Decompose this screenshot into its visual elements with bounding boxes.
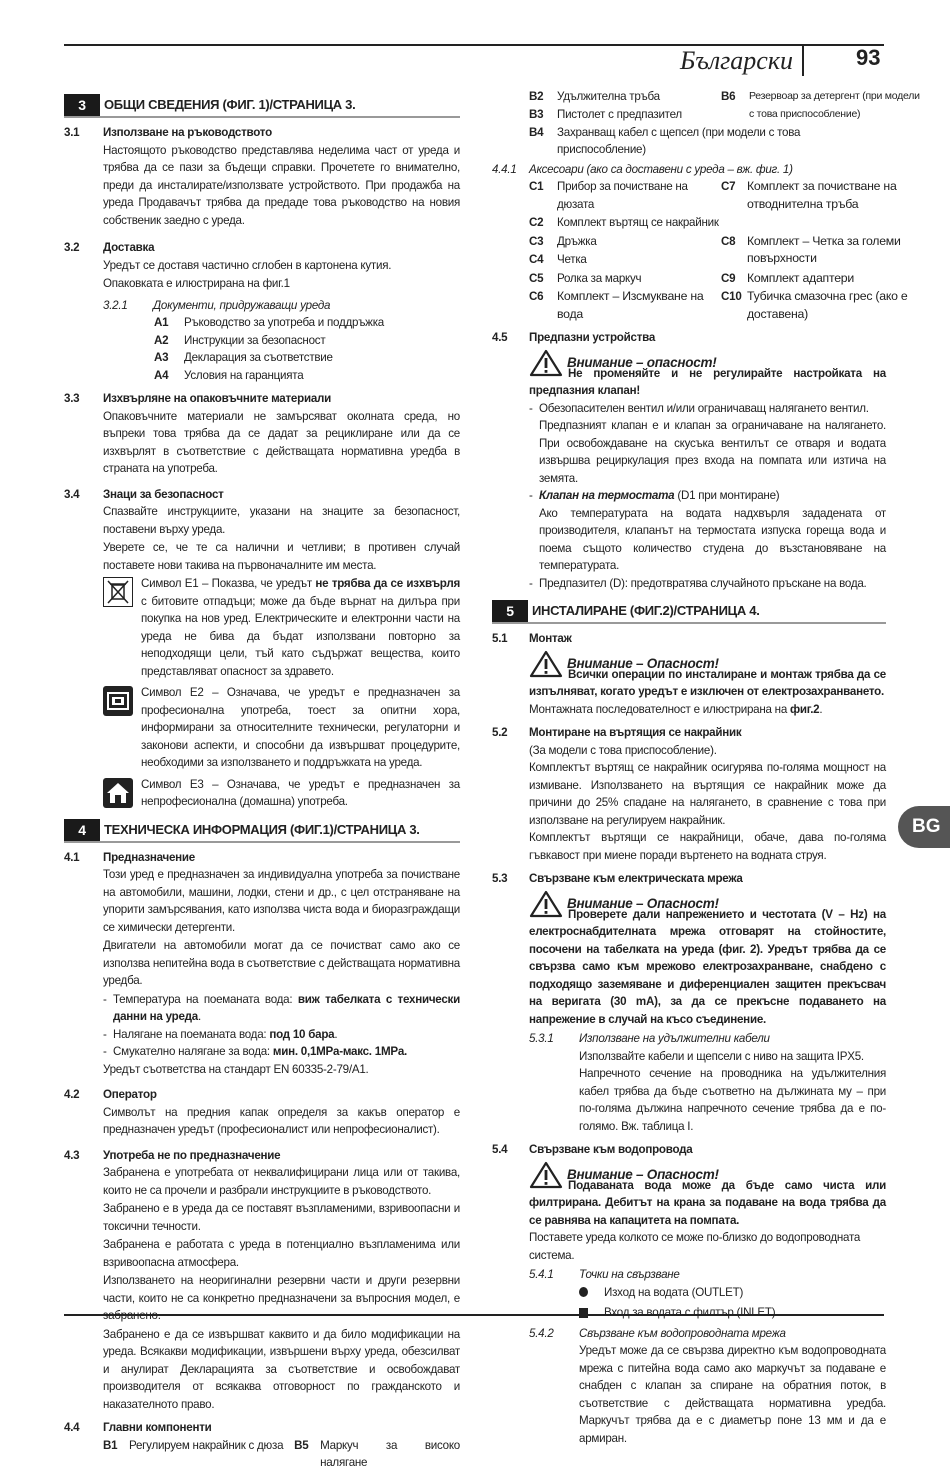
subsection-5-1 — [492, 630, 886, 648]
subsubsection-number: 3.2.1 — [103, 298, 128, 312]
list-item — [579, 1304, 886, 1322]
symbol-text: Символ Е3 – Означава, че уредът е предназначен за непрофесионална (домашна) употреба. — [141, 777, 460, 808]
item-code: C1 — [529, 180, 544, 193]
item-text-bold: Клапан на термостата — [539, 489, 675, 502]
subsection-title: Употреба не по предназначение — [103, 1148, 281, 1162]
item-code: C2 — [529, 216, 544, 229]
item-code: A1 — [154, 316, 169, 329]
item-code: C10 — [721, 290, 742, 303]
paragraph: (За модели с това приспособление). — [529, 743, 717, 757]
list-item — [721, 270, 923, 288]
paragraph: Уредът съответства на стандарт EN 60335-2-79/A1. — [103, 1062, 369, 1076]
subsection-title: Монтиране на въртящия се накрайник — [529, 726, 742, 739]
subsection-4-4 — [64, 1419, 460, 1437]
list-item — [529, 106, 721, 124]
item-text: Тубичка смазочна грес (ако е доставена) — [747, 289, 908, 321]
paragraph: Забранена е работата с уреда в потенциално възпламенима или взривоопасна атмосфера. — [103, 1238, 460, 1269]
subsection-body — [64, 1104, 460, 1139]
symbol-e2 — [103, 684, 460, 772]
list-item: - Смукателно налягане за вода: мин. 0,1MPa-макс. 1MPa. — [103, 1045, 408, 1058]
paragraph: Двигатели на автомобили могат да се почистват само ако се използва непитейна вода в съответствие с действащата нормативна уредба. — [103, 939, 460, 987]
symbol-text: Символ Е2 – Означава, че уредът е предназначен за професионална употреба, тоест за опитни хора, информирани за относителните технически, регулаторни и законови аспекти, и способни да извършват процедурите, необходими за използването и поддръжката на уреда. — [141, 686, 460, 769]
subsection-title: Свързване към електрическата мрежа — [529, 872, 743, 885]
list-item — [154, 332, 460, 350]
components-grid — [529, 88, 920, 124]
item-text: Четка — [557, 253, 587, 266]
components-continued — [492, 88, 920, 159]
paragraph: Уредът може да се свързва директно към водопроводната мрежа с питейна вода само ако маркучът за подаване е снабден с клапан за спиране на обратния поток, в съответствие с действащата нормативна уредба. Маркучът трябва да е с диаметър поне 13 мм и да е армиран. — [579, 1344, 886, 1445]
item-code: B5 — [294, 1438, 309, 1452]
subsection-body — [492, 890, 886, 1029]
paragraph: Напречното сечение на проводника на удължителния кабел трябва да бъде съответно на дължината му – при по-голяма дължина напречното сечение трябва да е по-голямо. Вж. таблица I. — [579, 1067, 886, 1133]
item-code: C5 — [529, 271, 544, 285]
item-text: Комплект въртящ се накрайник — [557, 216, 719, 229]
item-text-bold: мин. 0,1MPa-макс. 1MPa. — [272, 1045, 408, 1058]
subsection-title: Предназначение — [103, 850, 195, 864]
page-number: 93 — [856, 45, 881, 70]
subsection-body — [492, 349, 886, 400]
item-code: B3 — [529, 108, 544, 121]
item-text: Изход на водата (OUTLET) — [604, 1285, 744, 1299]
section-title: ТЕХНИЧЕСКА ИНФОРМАЦИЯ (ФИГ.1)/СТРАНИЦА 3. — [104, 821, 420, 837]
subsection-4-5 — [492, 329, 886, 347]
subsection-number: 4.1 — [64, 850, 80, 864]
subsubsection-number: 5.4.2 — [529, 1326, 554, 1340]
list-item — [529, 124, 886, 159]
subsection-number: 5.4 — [492, 1143, 508, 1156]
subsubsection-5-4-1 — [492, 1266, 886, 1284]
subsection-number: 4.3 — [64, 1148, 80, 1162]
paragraph: Комплектът въртящ се накрайник осигурява по-голяма мощност на измиване. Използването на въртящия се накрайник може да причини до 25% спадане на налягането, в сравнение с това при използване на регулируем накрайник. — [529, 761, 886, 827]
language-tab: BG — [898, 806, 950, 848]
warning-title: Внимание – Опасност! — [567, 895, 719, 911]
crossed-bin-icon — [103, 577, 133, 607]
item-text: Инструкции за безопасност — [184, 333, 326, 347]
item-text: Пистолет с предпазител — [557, 108, 682, 121]
paragraph: Комплектът въртящи се накрайници, обаче, дава по-голяма гъвкавост при миене поради въртенето на водната струя. — [529, 831, 886, 862]
circle-bullet-icon — [579, 1287, 588, 1297]
subsection-body — [64, 503, 460, 811]
subsubsection-number: 5.4.1 — [529, 1268, 554, 1281]
subsection-body — [492, 1161, 886, 1265]
list-item: - Обезопасителен вентил и/или ограничаващ налягането вентил. — [529, 400, 886, 418]
section-4-header — [64, 819, 460, 843]
subsection-number: 5.2 — [492, 726, 508, 739]
paragraph: Използвайте кабели и щепсели с ниво на защита IPX5. — [579, 1049, 864, 1063]
symbol-text: Символ Е1 – Показва, че уредът — [141, 577, 316, 590]
subsection-body — [64, 1164, 460, 1413]
subsection-body — [492, 742, 886, 865]
subsection-number: 4.5 — [492, 331, 508, 344]
left-column — [64, 90, 460, 1472]
item-text: Вход за водата с филтър (INLET) — [604, 1306, 776, 1319]
item-text: Смукателно налягане за вода: — [113, 1045, 273, 1058]
item-text: Декларация за съответствие — [184, 351, 333, 364]
paragraph: Уверете се, че те са налични и четливи; в противен случай поставете нови такива на първоначалните им места. — [103, 541, 460, 572]
subsubsection-number: 5.3.1 — [529, 1032, 554, 1045]
subsection-number: 3.3 — [64, 392, 80, 405]
subsection-body — [64, 257, 460, 293]
subsection-number: 3.1 — [64, 126, 80, 139]
item-text: Обезопасителен вентил и/или ограничаващ налягането вентил. — [539, 401, 869, 415]
list-item — [103, 1437, 294, 1472]
list-item — [529, 233, 721, 251]
paragraph: Опаковъчните материали не замърсяват околната среда, но въпреки това трябва да се дадат за рециклиране или да се изхвърлят в съответствие с действащата нормативна уредба в страната на употреба. — [103, 409, 460, 475]
item-code: B2 — [529, 90, 544, 103]
home-use-icon — [103, 778, 133, 808]
item-code: A4 — [154, 368, 169, 382]
item-code: C9 — [721, 271, 736, 285]
paragraph: Монтажната последователност е илюстрирана на — [529, 702, 790, 716]
subsection-4-1 — [64, 849, 460, 867]
warning-text: Проверете дали напрежението и честотата (V – Hz) на електроснабдителната мрежа отговарят на стойностите, посочени на табелката на уреда (фиг. 2). Уредът трябва да се свързва само към мрежово електрозахранване, снабдено с подходящо заземяване и диференциален защитен прекъсвач на веригата (30 mA), за да се прекъсне подаването на напрежение в случай на късо съединение. — [529, 907, 886, 1026]
subsection-title: Знаци за безопасност — [103, 487, 224, 501]
subsection-number: 4.4 — [64, 1421, 80, 1434]
list-item: - Температура на поеманата вода: виж табелката с технически данни на уреда. — [103, 992, 460, 1023]
warning-text: Всички операции по инсталиране и монтаж трябва да се изпълняват, когато уредът е изключен от електрозахранването. — [529, 667, 886, 698]
subsubsection-body — [492, 1048, 886, 1136]
warning-title: Внимание – опасност! — [567, 354, 717, 370]
subsection-title: Главни компоненти — [103, 1421, 212, 1434]
section-title: ИНСТАЛИРАНЕ (ФИГ.2)/СТРАНИЦА 4. — [532, 603, 760, 619]
item-code: C8 — [721, 234, 736, 248]
subsection-title: Използване на ръководството — [103, 126, 272, 139]
subsection-title: Монтаж — [529, 632, 572, 645]
subsection-number: 4.2 — [64, 1088, 80, 1101]
item-text-bold: под 10 бара — [269, 1027, 335, 1041]
components-list — [64, 1437, 460, 1472]
right-column — [492, 88, 920, 1447]
connection-points-list — [492, 1284, 886, 1322]
warning-text: Не променяйте и не регулирайте настройката на предпазния клапан! — [529, 366, 886, 397]
paragraph: Забранено е в уреда да се поставят възпламеними, взривоопасни и токсични течности. — [103, 1202, 460, 1233]
subsubsection-title: Свързване към водопроводната мрежа — [579, 1326, 786, 1340]
subsection-title: Доставка — [103, 241, 155, 254]
warning-icon — [529, 890, 563, 918]
section-5-header — [492, 600, 886, 624]
list-item — [154, 367, 460, 385]
item-text: Маркуч за високо налягане — [320, 1438, 460, 1469]
subsubsection-title: Аксесоари (ако са доставени с уреда – вж. фиг. 1) — [529, 162, 793, 176]
subsubsection-3-2-1 — [64, 297, 460, 315]
list-item — [579, 1284, 886, 1302]
subsection-5-2 — [492, 724, 886, 742]
subsection-body — [64, 408, 460, 478]
subsection-3-4 — [64, 486, 460, 504]
list-item — [529, 270, 721, 288]
subsection-title: Изхвърляне на опаковъчните материали — [103, 392, 332, 405]
subsection-number: 3.4 — [64, 487, 80, 501]
safety-devices-list — [492, 400, 886, 593]
paragraph: Забранено е да се извършват каквито и да било модификации на уреда. Всякакви модификации, извършени върху уреда, обезсилват и анулират Декларацията за съответствие и освобождават производителя от всякаква отговорност по гражданското и наказателното право. — [103, 1327, 460, 1411]
subsection-number: 5.1 — [492, 632, 508, 645]
item-code: B4 — [529, 125, 544, 139]
list-item — [721, 88, 923, 123]
paragraph: Настоящото ръководство представлява неделима част от уреда и трябва да се пази за бъдещи справки. Прочетете го внимателно, преди да инсталирате/използвате устройството. При продажба на уреда Продавачът трябва да предаде това ръководство на новия собственик заедно с уреда. — [103, 143, 460, 227]
subsection-title: Свързване към водопровода — [529, 1143, 693, 1156]
subsection-title: Предпазни устройства — [529, 331, 656, 344]
symbol-text-bold: не трябва да се изхвърля — [315, 577, 460, 590]
list-item: - Налягане на поеманата вода: под 10 бара. — [103, 1027, 338, 1041]
warning-icon — [529, 650, 563, 678]
subsubsection-5-3-1 — [492, 1030, 886, 1048]
item-code: A3 — [154, 351, 169, 364]
section-number: 5 — [492, 600, 528, 622]
warning-text: Подаваната вода може да бъде само чиста или филтрирана. Дебитът на крана за подаване на вода трябва да се равнява на капацитета на помпата. — [529, 1178, 886, 1227]
section-number: 3 — [64, 94, 100, 116]
header-language: Български — [680, 46, 794, 75]
item-code: C6 — [529, 290, 544, 303]
list-item — [721, 233, 923, 269]
square-bullet-icon — [579, 1308, 588, 1318]
section-3-header — [64, 94, 460, 118]
list-item: - Клапан на термостата (D1 при монтиране) — [529, 489, 780, 502]
item-text: Предпазител (D): предотвратява случайното пръскане на вода. — [539, 576, 867, 590]
item-text-bold: виж табелката с технически данни на уреда — [113, 992, 460, 1023]
subsection-4-3 — [64, 1147, 460, 1165]
subsection-5-3 — [492, 870, 886, 888]
section-title: ОБЩИ СВЕДЕНИЯ (ФИГ. 1)/СТРАНИЦА 3. — [104, 97, 356, 113]
subsection-body — [64, 142, 460, 230]
subsection-body — [492, 650, 886, 719]
professional-use-icon — [103, 686, 133, 716]
subsection-4-2 — [64, 1086, 460, 1104]
item-text: Комплект адаптери — [747, 270, 854, 285]
paragraph: Този уред е предназначен за индивидуална употреба за почистване на автомобили, машини, лодки, стени и др., с цел отстраняване на упорити замърсявания, като използва чиста вода и биоразграждащи се химически детергенти. — [103, 868, 460, 934]
paragraph: Използването на неоригинални резервни части и други резервни части, които не са конкретно предназначени за въпросния модел, е забранено. — [103, 1274, 460, 1322]
item-code: B6 — [721, 90, 736, 103]
accessories-list — [492, 178, 908, 323]
subsubsection-body — [492, 1342, 886, 1447]
symbol-e1 — [103, 575, 460, 680]
paragraph: Предпазният клапан е и клапан за ограничаване на налягането. При освобождаване на скусъка вентилът се отваря и водата извършва рециркулация през входа на помпата или изтича на земята. — [539, 419, 886, 485]
documents-list — [64, 314, 460, 384]
item-text: Налягане на поеманата вода: — [113, 1027, 270, 1041]
item-code: C3 — [529, 234, 544, 248]
item-text: Ролка за маркуч — [557, 271, 642, 285]
list-item — [154, 314, 460, 332]
subsubsection-4-4-1 — [492, 161, 886, 179]
item-text: Температура на поеманата вода: — [113, 992, 298, 1006]
paragraph-bold: фиг.2 — [790, 702, 820, 716]
subsubsection-title: Точки на свързване — [579, 1268, 680, 1281]
paragraph: Забранена е употребата от неквалифицирани лица или от такива, които не са прочели и разбрали инструкциите в ръководството. — [103, 1166, 460, 1197]
header-divider — [802, 44, 804, 76]
paragraph: Ако температурата на водата надхвърля зададената от производителя, клапанът на термостата изпуска гореща вода и поема същото количество студена до възстановяване на температурата. — [539, 506, 886, 572]
subsection-title: Оператор — [103, 1088, 157, 1101]
subsubsection-number: 4.4.1 — [492, 162, 517, 176]
list-item — [154, 349, 460, 367]
list-item — [529, 214, 721, 232]
symbol-e3 — [103, 776, 460, 811]
item-text: Прибор за почистване на дюзата — [557, 180, 688, 211]
warning-icon — [529, 349, 563, 377]
item-text: Регулируем накрайник с дюза — [129, 1438, 284, 1452]
item-code: A2 — [154, 333, 169, 347]
paragraph: Символът на предния капак определя за какъв оператор е предназначен уредът (професионалист или непрофесионалист). — [103, 1105, 460, 1136]
item-text: Комплект – Четка за големи повърхности — [747, 233, 901, 265]
subsection-3-1 — [64, 124, 460, 142]
subsubsection-5-4-2 — [492, 1325, 886, 1343]
paragraph: Опаковката е илюстрирана на фиг.1 — [103, 277, 290, 290]
item-code: C4 — [529, 253, 544, 266]
warning-title: Внимание – Опасност! — [567, 655, 719, 671]
subsection-number: 3.2 — [64, 241, 80, 254]
subsection-number: 5.3 — [492, 872, 508, 885]
list-item — [529, 251, 721, 269]
list-item — [721, 288, 923, 323]
subsection-5-4 — [492, 1141, 886, 1159]
symbol-text: с битовите отпадъци; може да бъде върнат на дилъра при покупка на нов уред. Електрическите и електронни части на уреда не бива да бъдат използвани повторно за неподходящи цели, тъй като съдържат вещества, които представляват опасност за здравето. — [141, 594, 460, 678]
paragraph: . — [819, 702, 823, 716]
list-item: - Предпазител (D): предотвратява случайното пръскане на вода. — [529, 575, 886, 593]
item-code: B1 — [103, 1438, 118, 1452]
item-code: C7 — [721, 180, 736, 193]
item-text: Условия на гаранцията — [184, 368, 304, 382]
item-text: Комплект – Изсмукване на вода — [557, 289, 704, 321]
subsubsection-title: Използване на удължителни кабели — [579, 1032, 770, 1045]
subsection-3-2 — [64, 239, 460, 257]
warning-title: Внимание – Опасност! — [567, 1166, 719, 1182]
paragraph: Уредът се доставя частично сглобен в картонена кутия. — [103, 258, 392, 272]
subsection-body — [64, 866, 460, 1078]
paragraph: Спазвайте инструкциите, указани на знаците за безопасност, поставени върху уреда. — [103, 505, 460, 536]
item-text: (D1 при монтиране) — [674, 489, 780, 502]
list-item — [721, 178, 923, 232]
paragraph: Поставете уреда колкото се може по-близко до водопроводната система. — [529, 1231, 861, 1262]
item-text: Комплект за почистване на отводнителна тръба — [747, 179, 897, 211]
list-item — [529, 178, 721, 213]
list-item — [529, 288, 721, 323]
item-text: Резервоар за детергент (при модели с това приспособление) — [749, 90, 920, 120]
subsubsection-title: Документи, придружаващи уреда — [153, 298, 331, 312]
section-number: 4 — [64, 819, 100, 841]
item-text: Ръководство за употреба и поддръжка — [184, 316, 384, 329]
warning-icon — [529, 1161, 563, 1189]
item-text: Дръжка — [557, 234, 597, 248]
subsection-3-3 — [64, 390, 460, 408]
item-text: Захранващ кабел с щепсел (при модели с това приспособление) — [557, 125, 801, 156]
list-item — [294, 1437, 460, 1472]
item-text: Удължителна тръба — [557, 90, 660, 103]
